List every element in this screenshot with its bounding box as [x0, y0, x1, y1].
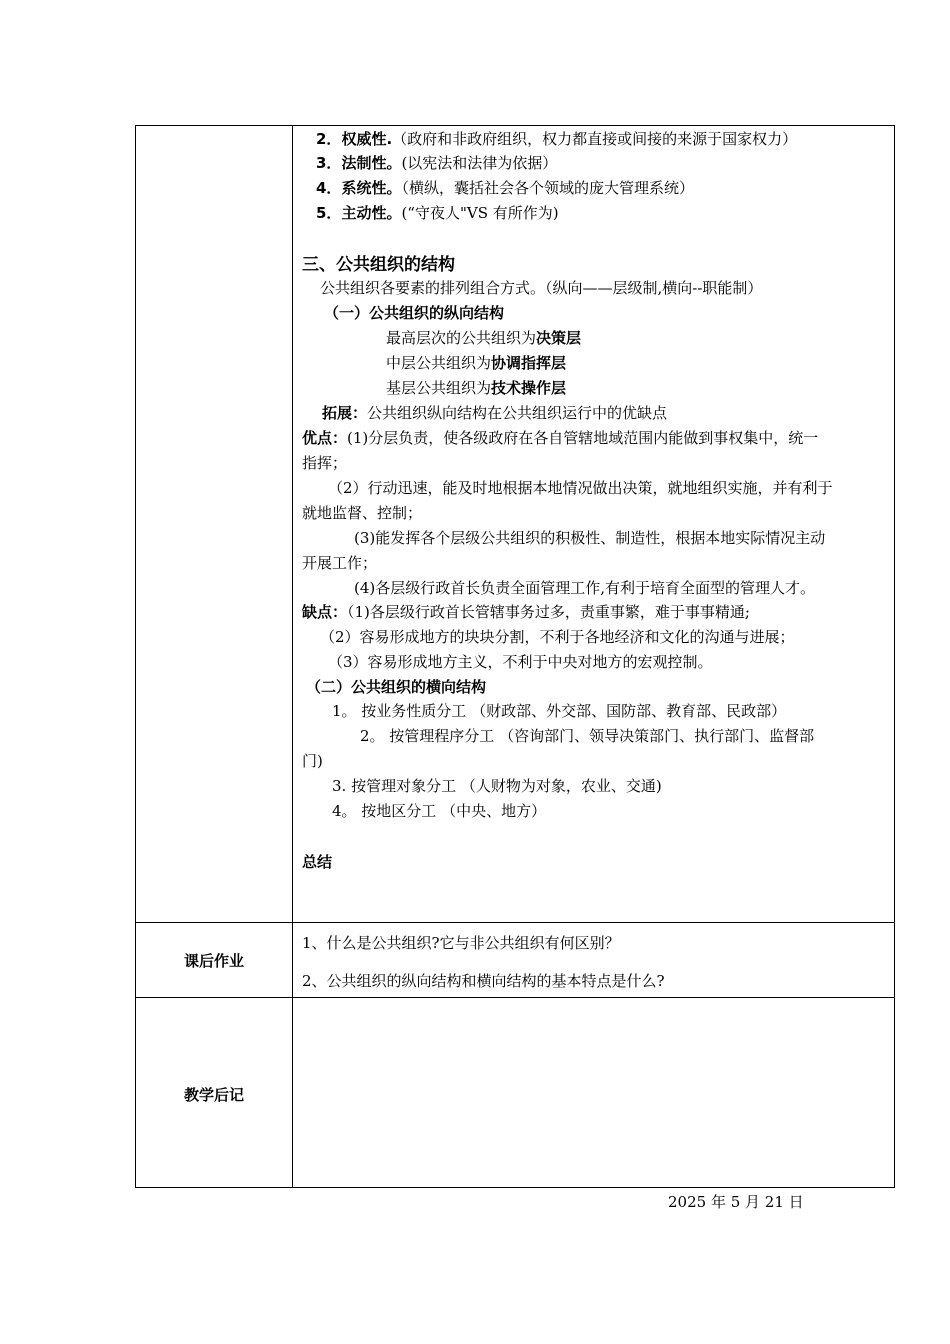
column-divider: [292, 126, 293, 1187]
pros-line: (3)能发挥各个层级公共组织的积极性、制造性，根据本地实际情况主动: [354, 529, 826, 547]
notes-label: 教学后记: [183, 1086, 244, 1104]
cons-line: 缺点：（1)各层级行政首长管辖事务过多，责重事繁，难于事事精通;: [302, 603, 750, 621]
homework-label: 课后作业: [183, 952, 244, 970]
row-divider-notes: [136, 997, 894, 998]
homework-question: 1、什么是公共组织?它与非公共组织有何区别？: [302, 934, 620, 952]
cons-line: （2）容易形成地方的块块分割，不利于各地经济和文化的沟通与进展；: [320, 628, 795, 646]
level-line: 基层公共组织为技术操作层: [386, 379, 567, 397]
horizontal-structure-heading: （二）公共组织的横向结构: [306, 678, 487, 696]
section-intro: 公共组织各要素的排列组合方式。（纵向——层级制,横向--职能制）: [320, 279, 763, 297]
lesson-table: [135, 125, 895, 1188]
vertical-structure-heading: （一）公共组织的纵向结构: [324, 304, 505, 322]
division-item: 门): [302, 752, 323, 770]
row-divider-homework: [136, 922, 894, 923]
feature-line: 4．系统性。（横纵，囊括社会各个领域的庞大管理系统）: [316, 179, 694, 197]
pros-line: (4)各层级行政首长负责全面管理工作,有利于培育全面型的管理人才。: [354, 579, 816, 597]
cons-line: （3）容易形成地方主义，不利于中央对地方的宏观控制。: [328, 653, 713, 671]
division-item: 4。 按地区分工 （中央、地方）: [332, 802, 547, 820]
division-item: 2。 按管理程序分工 （咨询部门、领导决策部门、执行部门、监督部: [360, 727, 815, 745]
level-line: 中层公共组织为协调指挥层: [386, 354, 567, 372]
feature-line: 5．主动性。(“守夜人"VS 有所作为): [316, 204, 559, 222]
feature-line: 3．法制性。(以宪法和法律为依据）: [316, 154, 558, 172]
pros-line: 开展工作；: [302, 554, 378, 572]
feature-line: 2．权威性.（政府和非政府组织，权力都直接或间接的来源于国家权力）: [316, 130, 798, 148]
document-date: 2025 年 5 月 21 日: [668, 1193, 804, 1211]
pros-line: （2）行动迅速，能及时地根据本地情况做出决策，就地组织实施，并有利于: [328, 479, 833, 497]
pros-line: 就地监督、控制；: [302, 504, 423, 522]
extend-line: 拓展：公共组织纵向结构在公共组织运行中的优缺点: [322, 404, 668, 422]
summary-label: 总结: [302, 853, 333, 871]
division-item: 3. 按管理对象分工 （人财物为对象，农业、交通): [332, 777, 662, 795]
section-heading: 三、公共组织的结构: [302, 255, 455, 275]
homework-question: 2、公共组织的纵向结构和横向结构的基本特点是什么?: [302, 972, 665, 990]
level-line: 最高层次的公共组织为决策层: [386, 329, 582, 347]
pros-line: 优点：(1)分层负责，使各级政府在各自管辖地域范围内能做到事权集中，统一: [302, 429, 819, 447]
notes-cell[interactable]: [302, 1006, 888, 1176]
division-item: 1。 按业务性质分工 （财政部、外交部、国防部、教育部、民政部）: [332, 702, 787, 720]
pros-line: 指挥；: [302, 454, 348, 472]
